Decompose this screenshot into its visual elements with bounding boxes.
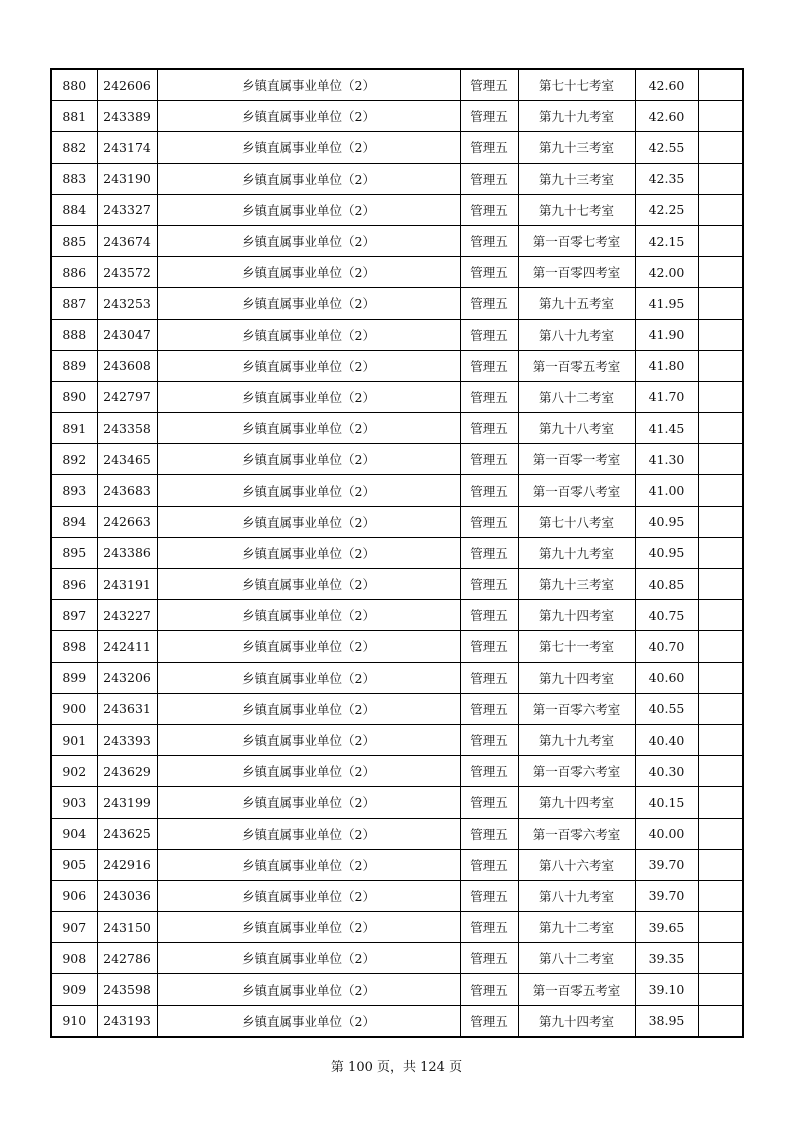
table-row xyxy=(51,724,743,755)
exam-room-cell: 第一百零五考室 xyxy=(518,350,635,381)
unit-cell: 乡镇直属事业单位（2） xyxy=(157,912,460,943)
rank-cell: 883 xyxy=(51,163,97,194)
score-cell: 41.45 xyxy=(635,413,698,444)
table-row xyxy=(51,818,743,849)
note-cell xyxy=(698,600,743,631)
note-cell xyxy=(698,381,743,412)
post-cell: 管理五 xyxy=(460,631,518,662)
post-cell: 管理五 xyxy=(460,257,518,288)
rank-cell: 908 xyxy=(51,943,97,974)
table-row xyxy=(51,787,743,818)
candidate-id-cell: 243386 xyxy=(97,537,157,568)
candidate-id-cell: 243174 xyxy=(97,132,157,163)
unit-cell: 乡镇直属事业单位（2） xyxy=(157,475,460,506)
unit-cell: 乡镇直属事业单位（2） xyxy=(157,381,460,412)
post-cell: 管理五 xyxy=(460,413,518,444)
note-cell xyxy=(698,319,743,350)
post-cell: 管理五 xyxy=(460,880,518,911)
score-cell: 41.90 xyxy=(635,319,698,350)
score-cell: 40.75 xyxy=(635,600,698,631)
score-cell: 42.25 xyxy=(635,194,698,225)
note-cell xyxy=(698,1005,743,1037)
score-cell: 42.55 xyxy=(635,132,698,163)
rank-cell: 909 xyxy=(51,974,97,1005)
note-cell xyxy=(698,444,743,475)
exam-room-cell: 第八十六考室 xyxy=(518,849,635,880)
post-cell: 管理五 xyxy=(460,600,518,631)
score-cell: 40.40 xyxy=(635,724,698,755)
score-cell: 39.70 xyxy=(635,880,698,911)
rank-cell: 900 xyxy=(51,693,97,724)
score-cell: 40.60 xyxy=(635,662,698,693)
rank-cell: 890 xyxy=(51,381,97,412)
table-row xyxy=(51,194,743,225)
score-cell: 38.95 xyxy=(635,1005,698,1037)
rank-cell: 904 xyxy=(51,818,97,849)
rank-cell: 905 xyxy=(51,849,97,880)
candidate-id-cell: 243674 xyxy=(97,225,157,256)
candidate-id-cell: 242916 xyxy=(97,849,157,880)
score-cell: 40.85 xyxy=(635,569,698,600)
unit-cell: 乡镇直属事业单位（2） xyxy=(157,724,460,755)
score-cell: 42.00 xyxy=(635,257,698,288)
table-row xyxy=(51,537,743,568)
exam-room-cell: 第九十九考室 xyxy=(518,724,635,755)
exam-room-cell: 第九十四考室 xyxy=(518,662,635,693)
table-row xyxy=(51,257,743,288)
post-cell: 管理五 xyxy=(460,163,518,194)
rank-cell: 894 xyxy=(51,506,97,537)
table-row xyxy=(51,101,743,132)
candidate-id-cell: 242411 xyxy=(97,631,157,662)
candidate-id-cell: 243191 xyxy=(97,569,157,600)
post-cell: 管理五 xyxy=(460,787,518,818)
table-row xyxy=(51,350,743,381)
exam-room-cell: 第一百零六考室 xyxy=(518,818,635,849)
unit-cell: 乡镇直属事业单位（2） xyxy=(157,943,460,974)
table-row xyxy=(51,1005,743,1037)
unit-cell: 乡镇直属事业单位（2） xyxy=(157,974,460,1005)
post-cell: 管理五 xyxy=(460,101,518,132)
exam-room-cell: 第九十九考室 xyxy=(518,537,635,568)
note-cell xyxy=(698,724,743,755)
note-cell xyxy=(698,350,743,381)
score-cell: 39.10 xyxy=(635,974,698,1005)
post-cell: 管理五 xyxy=(460,849,518,880)
rank-cell: 906 xyxy=(51,880,97,911)
exam-room-cell: 第九十七考室 xyxy=(518,194,635,225)
exam-room-cell: 第九十三考室 xyxy=(518,163,635,194)
note-cell xyxy=(698,912,743,943)
table-row xyxy=(51,600,743,631)
rank-cell: 896 xyxy=(51,569,97,600)
table-row xyxy=(51,506,743,537)
post-cell: 管理五 xyxy=(460,1005,518,1037)
candidate-id-cell: 243227 xyxy=(97,600,157,631)
page-footer: 第 100 页，共 124 页 xyxy=(330,1060,463,1075)
candidate-id-cell: 243683 xyxy=(97,475,157,506)
table-row xyxy=(51,475,743,506)
rank-cell: 880 xyxy=(51,69,97,101)
candidate-id-cell: 243199 xyxy=(97,787,157,818)
unit-cell: 乡镇直属事业单位（2） xyxy=(157,756,460,787)
candidate-id-cell: 243193 xyxy=(97,1005,157,1037)
candidate-id-cell: 243629 xyxy=(97,756,157,787)
table-body xyxy=(51,69,743,1037)
candidate-id-cell: 242797 xyxy=(97,381,157,412)
unit-cell: 乡镇直属事业单位（2） xyxy=(157,662,460,693)
post-cell: 管理五 xyxy=(460,132,518,163)
table-row xyxy=(51,381,743,412)
rank-cell: 882 xyxy=(51,132,97,163)
post-cell: 管理五 xyxy=(460,444,518,475)
score-cell: 39.65 xyxy=(635,912,698,943)
exam-room-cell: 第一百零七考室 xyxy=(518,225,635,256)
rank-cell: 910 xyxy=(51,1005,97,1037)
rank-cell: 887 xyxy=(51,288,97,319)
rank-cell: 897 xyxy=(51,600,97,631)
post-cell: 管理五 xyxy=(460,381,518,412)
post-cell: 管理五 xyxy=(460,69,518,101)
post-cell: 管理五 xyxy=(460,225,518,256)
score-cell: 41.30 xyxy=(635,444,698,475)
note-cell xyxy=(698,974,743,1005)
exam-room-cell: 第一百零六考室 xyxy=(518,756,635,787)
rank-cell: 893 xyxy=(51,475,97,506)
score-cell: 41.95 xyxy=(635,288,698,319)
candidate-id-cell: 243465 xyxy=(97,444,157,475)
note-cell xyxy=(698,69,743,101)
exam-room-cell: 第九十四考室 xyxy=(518,1005,635,1037)
unit-cell: 乡镇直属事业单位（2） xyxy=(157,225,460,256)
exam-room-cell: 第一百零一考室 xyxy=(518,444,635,475)
exam-room-cell: 第八十九考室 xyxy=(518,880,635,911)
candidate-id-cell: 243631 xyxy=(97,693,157,724)
table-row xyxy=(51,319,743,350)
rank-cell: 901 xyxy=(51,724,97,755)
candidate-id-cell: 243206 xyxy=(97,662,157,693)
score-cell: 42.60 xyxy=(635,69,698,101)
note-cell xyxy=(698,101,743,132)
table-row xyxy=(51,288,743,319)
note-cell xyxy=(698,225,743,256)
exam-room-cell: 第九十九考室 xyxy=(518,101,635,132)
unit-cell: 乡镇直属事业单位（2） xyxy=(157,101,460,132)
table-row xyxy=(51,69,743,101)
post-cell: 管理五 xyxy=(460,912,518,943)
results-table xyxy=(50,68,744,1038)
score-cell: 41.80 xyxy=(635,350,698,381)
table-row xyxy=(51,849,743,880)
exam-room-cell: 第一百零六考室 xyxy=(518,693,635,724)
score-cell: 42.60 xyxy=(635,101,698,132)
table-row xyxy=(51,880,743,911)
unit-cell: 乡镇直属事业单位（2） xyxy=(157,194,460,225)
unit-cell: 乡镇直属事业单位（2） xyxy=(157,818,460,849)
score-cell: 40.95 xyxy=(635,537,698,568)
post-cell: 管理五 xyxy=(460,974,518,1005)
score-cell: 40.70 xyxy=(635,631,698,662)
candidate-id-cell: 243572 xyxy=(97,257,157,288)
rank-cell: 889 xyxy=(51,350,97,381)
post-cell: 管理五 xyxy=(460,319,518,350)
rank-cell: 907 xyxy=(51,912,97,943)
candidate-id-cell: 243036 xyxy=(97,880,157,911)
rank-cell: 892 xyxy=(51,444,97,475)
table-row xyxy=(51,756,743,787)
score-cell: 39.35 xyxy=(635,943,698,974)
post-cell: 管理五 xyxy=(460,194,518,225)
rank-cell: 898 xyxy=(51,631,97,662)
table-row xyxy=(51,132,743,163)
exam-room-cell: 第九十二考室 xyxy=(518,912,635,943)
post-cell: 管理五 xyxy=(460,475,518,506)
exam-room-cell: 第九十四考室 xyxy=(518,787,635,818)
rank-cell: 902 xyxy=(51,756,97,787)
unit-cell: 乡镇直属事业单位（2） xyxy=(157,163,460,194)
unit-cell: 乡镇直属事业单位（2） xyxy=(157,600,460,631)
candidate-id-cell: 243358 xyxy=(97,413,157,444)
unit-cell: 乡镇直属事业单位（2） xyxy=(157,787,460,818)
unit-cell: 乡镇直属事业单位（2） xyxy=(157,444,460,475)
candidate-id-cell: 243389 xyxy=(97,101,157,132)
table-row xyxy=(51,444,743,475)
rank-cell: 903 xyxy=(51,787,97,818)
post-cell: 管理五 xyxy=(460,756,518,787)
table-row xyxy=(51,225,743,256)
post-cell: 管理五 xyxy=(460,350,518,381)
table-row xyxy=(51,631,743,662)
rank-cell: 881 xyxy=(51,101,97,132)
table-row xyxy=(51,912,743,943)
candidate-id-cell: 243253 xyxy=(97,288,157,319)
table-row xyxy=(51,662,743,693)
note-cell xyxy=(698,288,743,319)
candidate-id-cell: 243047 xyxy=(97,319,157,350)
note-cell xyxy=(698,506,743,537)
score-cell: 40.30 xyxy=(635,756,698,787)
unit-cell: 乡镇直属事业单位（2） xyxy=(157,693,460,724)
table-row xyxy=(51,974,743,1005)
table-row xyxy=(51,943,743,974)
rank-cell: 888 xyxy=(51,319,97,350)
rank-cell: 899 xyxy=(51,662,97,693)
unit-cell: 乡镇直属事业单位（2） xyxy=(157,132,460,163)
score-cell: 41.70 xyxy=(635,381,698,412)
exam-room-cell: 第九十三考室 xyxy=(518,132,635,163)
exam-room-cell: 第一百零五考室 xyxy=(518,974,635,1005)
post-cell: 管理五 xyxy=(460,288,518,319)
unit-cell: 乡镇直属事业单位（2） xyxy=(157,69,460,101)
score-cell: 40.55 xyxy=(635,693,698,724)
exam-room-cell: 第八十九考室 xyxy=(518,319,635,350)
score-cell: 42.15 xyxy=(635,225,698,256)
exam-room-cell: 第九十四考室 xyxy=(518,600,635,631)
unit-cell: 乡镇直属事业单位（2） xyxy=(157,288,460,319)
post-cell: 管理五 xyxy=(460,569,518,600)
note-cell xyxy=(698,413,743,444)
candidate-id-cell: 242606 xyxy=(97,69,157,101)
candidate-id-cell: 243327 xyxy=(97,194,157,225)
candidate-id-cell: 242663 xyxy=(97,506,157,537)
post-cell: 管理五 xyxy=(460,693,518,724)
unit-cell: 乡镇直属事业单位（2） xyxy=(157,537,460,568)
table-row xyxy=(51,413,743,444)
score-cell: 42.35 xyxy=(635,163,698,194)
note-cell xyxy=(698,943,743,974)
candidate-id-cell: 243150 xyxy=(97,912,157,943)
rank-cell: 895 xyxy=(51,537,97,568)
exam-room-cell: 第七十七考室 xyxy=(518,69,635,101)
table-row xyxy=(51,569,743,600)
unit-cell: 乡镇直属事业单位（2） xyxy=(157,506,460,537)
score-cell: 41.00 xyxy=(635,475,698,506)
unit-cell: 乡镇直属事业单位（2） xyxy=(157,257,460,288)
unit-cell: 乡镇直属事业单位（2） xyxy=(157,849,460,880)
candidate-id-cell: 243625 xyxy=(97,818,157,849)
exam-room-cell: 第七十一考室 xyxy=(518,631,635,662)
note-cell xyxy=(698,257,743,288)
unit-cell: 乡镇直属事业单位（2） xyxy=(157,413,460,444)
note-cell xyxy=(698,194,743,225)
score-cell: 40.15 xyxy=(635,787,698,818)
exam-room-cell: 第七十八考室 xyxy=(518,506,635,537)
exam-room-cell: 第九十五考室 xyxy=(518,288,635,319)
unit-cell: 乡镇直属事业单位（2） xyxy=(157,1005,460,1037)
note-cell xyxy=(698,631,743,662)
note-cell xyxy=(698,662,743,693)
note-cell xyxy=(698,756,743,787)
candidate-id-cell: 242786 xyxy=(97,943,157,974)
rank-cell: 884 xyxy=(51,194,97,225)
note-cell xyxy=(698,849,743,880)
exam-room-cell: 第一百零八考室 xyxy=(518,475,635,506)
score-cell: 40.00 xyxy=(635,818,698,849)
exam-room-cell: 第九十三考室 xyxy=(518,569,635,600)
exam-room-cell: 第一百零四考室 xyxy=(518,257,635,288)
unit-cell: 乡镇直属事业单位（2） xyxy=(157,880,460,911)
post-cell: 管理五 xyxy=(460,818,518,849)
rank-cell: 886 xyxy=(51,257,97,288)
candidate-id-cell: 243608 xyxy=(97,350,157,381)
candidate-id-cell: 243190 xyxy=(97,163,157,194)
score-cell: 39.70 xyxy=(635,849,698,880)
post-cell: 管理五 xyxy=(460,662,518,693)
post-cell: 管理五 xyxy=(460,506,518,537)
note-cell xyxy=(698,537,743,568)
post-cell: 管理五 xyxy=(460,724,518,755)
note-cell xyxy=(698,163,743,194)
table-row xyxy=(51,693,743,724)
note-cell xyxy=(698,693,743,724)
note-cell xyxy=(698,132,743,163)
exam-room-cell: 第八十二考室 xyxy=(518,943,635,974)
post-cell: 管理五 xyxy=(460,537,518,568)
unit-cell: 乡镇直属事业单位（2） xyxy=(157,569,460,600)
note-cell xyxy=(698,787,743,818)
post-cell: 管理五 xyxy=(460,943,518,974)
candidate-id-cell: 243393 xyxy=(97,724,157,755)
unit-cell: 乡镇直属事业单位（2） xyxy=(157,319,460,350)
table-row xyxy=(51,163,743,194)
note-cell xyxy=(698,818,743,849)
unit-cell: 乡镇直属事业单位（2） xyxy=(157,631,460,662)
note-cell xyxy=(698,880,743,911)
note-cell xyxy=(698,475,743,506)
candidate-id-cell: 243598 xyxy=(97,974,157,1005)
exam-room-cell: 第八十二考室 xyxy=(518,381,635,412)
score-cell: 40.95 xyxy=(635,506,698,537)
rank-cell: 891 xyxy=(51,413,97,444)
exam-room-cell: 第九十八考室 xyxy=(518,413,635,444)
rank-cell: 885 xyxy=(51,225,97,256)
unit-cell: 乡镇直属事业单位（2） xyxy=(157,350,460,381)
note-cell xyxy=(698,569,743,600)
